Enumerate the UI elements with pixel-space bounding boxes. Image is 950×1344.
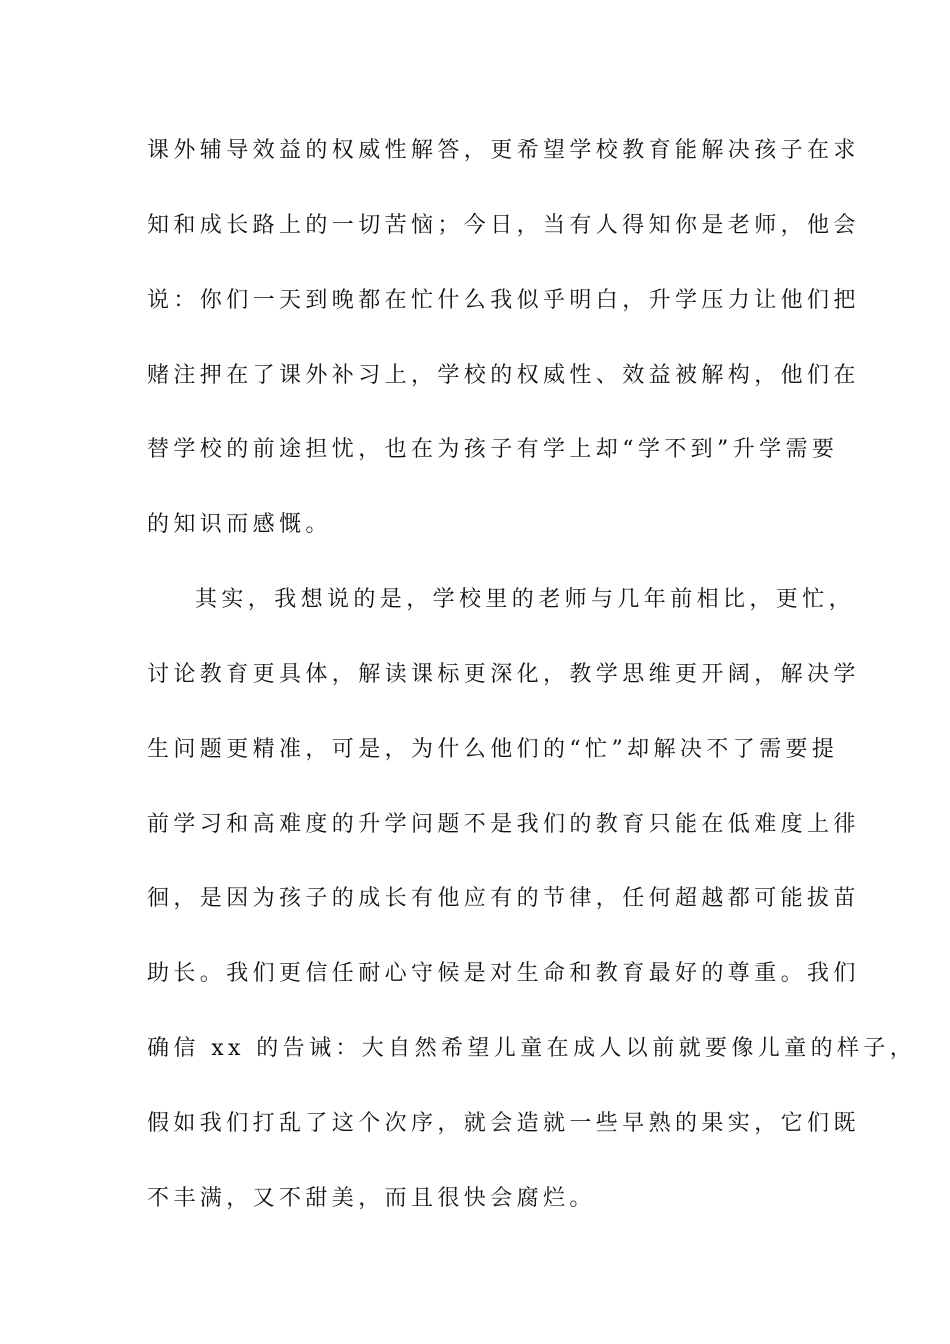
text-line: 课外辅导效益的权威性解答，更希望学校教育能解决孩子在求: [147, 138, 860, 163]
text-line: 知和成长路上的一切苦恼；今日，当有人得知你是老师，他会: [147, 213, 860, 238]
text-line: 徊，是因为孩子的成长有他应有的节律，任何超越都可能拔苗: [147, 886, 860, 911]
text-line: 确信 xx 的告诫：大自然希望儿童在成人以前就要像儿童的样子，: [147, 1036, 917, 1061]
text-line: 替学校的前途担忧，也在为孩子有学上却“学不到”升学需要: [147, 437, 839, 462]
text-line: 前学习和高难度的升学问题不是我们的教育只能在低难度上徘: [147, 812, 860, 837]
text-line: 助长。我们更信任耐心守候是对生命和教育最好的尊重。我们: [147, 961, 860, 986]
text-line: 假如我们打乱了这个次序，就会造就一些早熟的果实，它们既: [147, 1111, 860, 1136]
text-line: 的知识而感慨。: [147, 512, 332, 537]
text-line: 说：你们一天到晚都在忙什么我似乎明白，升学压力让他们把: [147, 288, 860, 313]
paragraph-start-line: 其实，我想说的是，学校里的老师与几年前相比，更忙，: [195, 587, 856, 612]
text-line: 不丰满，又不甜美，而且很快会腐烂。: [147, 1186, 596, 1211]
text-line: 赌注押在了课外补习上，学校的权威性、效益被解构，他们在: [147, 363, 860, 388]
text-line: 生问题更精准，可是，为什么他们的“忙”却解决不了需要提: [147, 737, 839, 762]
text-line: 讨论教育更具体，解读课标更深化，教学思维更开阔，解决学: [147, 662, 860, 687]
